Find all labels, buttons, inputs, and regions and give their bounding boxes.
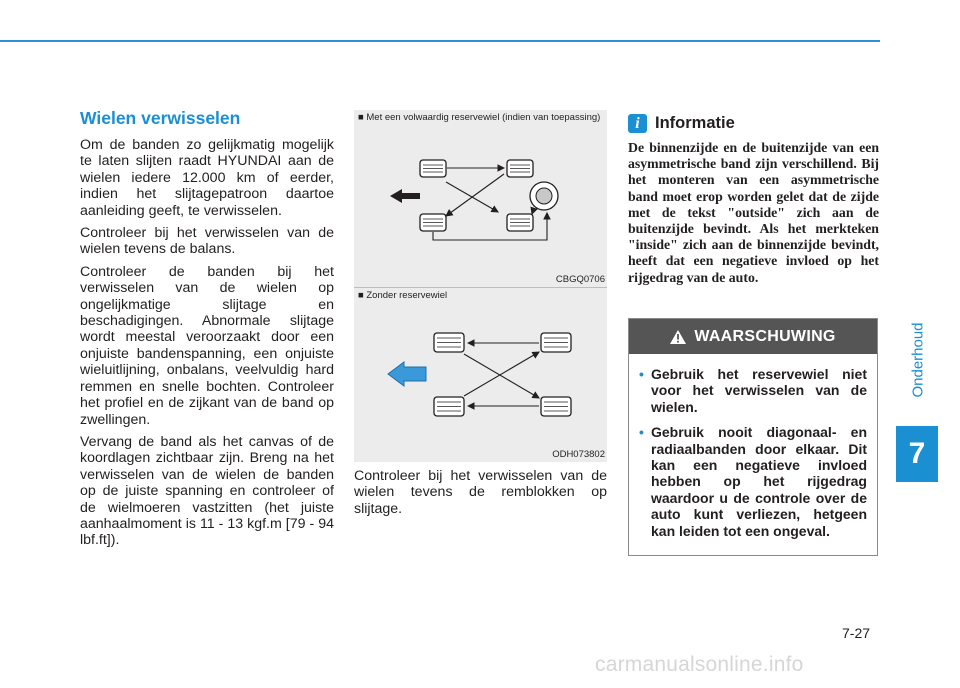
warning-item: • Gebruik nooit diagonaal- en radiaalbanden door elkaar. Dit kan een negatieve invloed hebben op het rijgedrag waardoor u de controle over de auto kunt verliezen, hetgeen kan leiden tot een ongeval. bbox=[639, 424, 867, 539]
left-column bbox=[80, 108, 334, 555]
figure-without-spare bbox=[354, 288, 607, 462]
warning-box bbox=[628, 318, 878, 556]
paragraph: Vervang de band als het canvas of de koordlagen zichtbaar zijn. Breng na het verwisselen van de wielen de banden op de juiste spanning en controleer of de wielmoeren vastzitten (het juiste aanhaalmoment is 11 - 13 kgf.m [79 - 94 lbf.ft]). bbox=[80, 433, 334, 549]
figure-with-spare bbox=[354, 110, 607, 287]
rotation-diagram-without-spare bbox=[354, 288, 607, 462]
paragraph: Controleer bij het verwisselen van de wielen tevens de balans. bbox=[80, 225, 334, 258]
brake-pad-note: Controleer bij het verwisselen van de wielen tevens de remblokken op slijtage. bbox=[354, 468, 607, 517]
figure-caption: ■ Zonder reservewiel bbox=[358, 290, 448, 301]
chapter-number-badge: 7 bbox=[896, 426, 938, 482]
paragraph: Controleer de banden bij het verwisselen van de wielen op ongelijkmatige slijtage en beschadigingen. Abnormale slijtage wordt meestal veroorzaakt door een onjuiste bandenspanning, een onjuiste wieluitlijning, onbalans, veelvuldig hard remmen en snelle bochten. Controleer het profiel en de zijkant van de band op zwellingen. bbox=[80, 263, 334, 428]
page-number: 7-27 bbox=[842, 625, 871, 641]
info-body: De binnenzijde en de buitenzijde van een asymmetrische band zijn verschillend. Bij het monteren van een asymmetrische band moet erop worden gelet dat de zijde met de tekst "outside" zich aan de buitenzijde bevindt. Als het merkteken "inside" zich aan de binnenzijde bevindt, heeft dat een negatieve invloed op het rijgedrag van de auto. bbox=[628, 140, 879, 285]
warning-list bbox=[629, 354, 877, 539]
warning-title: WAARSCHUWING bbox=[694, 327, 836, 345]
direction-arrow-icon bbox=[388, 362, 426, 386]
paragraph: Om de banden zo gelijkmatig mogelijk te laten slijten raadt HYUNDAI aan de wielen iedere 12.000 km of eerder, indien het slijtagepatroon daartoe aanleiding geeft, te verwisselen. bbox=[80, 137, 334, 219]
rotation-diagram-with-spare bbox=[354, 110, 607, 287]
top-rule bbox=[0, 40, 880, 42]
section-title: Wielen verwisselen bbox=[80, 108, 241, 128]
watermark: carmanualsonline.info bbox=[595, 653, 804, 676]
bullet-icon: • bbox=[639, 424, 644, 441]
figure-caption: ■ Met een volwaardig reservewiel (indien van toepassing) bbox=[358, 112, 601, 123]
warning-header bbox=[629, 319, 877, 354]
info-icon: i bbox=[628, 114, 647, 133]
direction-arrow-icon bbox=[390, 189, 420, 203]
info-header bbox=[628, 114, 735, 133]
figure-code: CBGQ0706 bbox=[555, 274, 605, 285]
warning-triangle-icon bbox=[670, 330, 686, 344]
info-title: Informatie bbox=[655, 114, 735, 132]
warning-item: • Gebruik het reservewiel niet voor het verwisselen van de wielen. bbox=[639, 366, 867, 415]
side-tab-label: Onderhoud bbox=[909, 322, 927, 398]
bullet-icon: • bbox=[639, 366, 644, 382]
figure-code: ODH073802 bbox=[552, 449, 605, 460]
